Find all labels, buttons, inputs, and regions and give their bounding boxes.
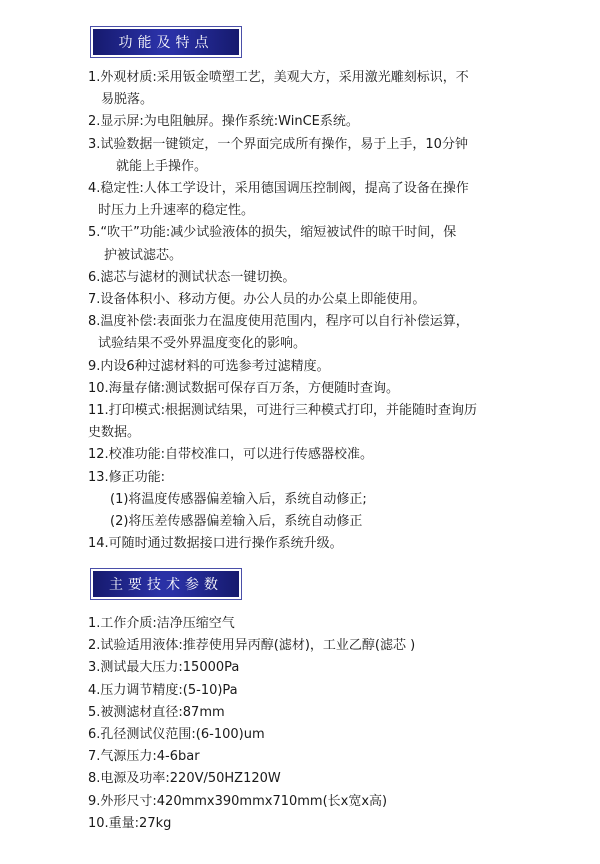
list-item: 2.显示屏:为电阻触屏。操作系统:WinCE系统。 bbox=[88, 114, 359, 130]
list-item: 5.被测滤材直径:87mm bbox=[88, 704, 225, 720]
list-item: 8.电源及功率:220V/50HZ120W bbox=[88, 771, 281, 787]
features-list bbox=[88, 67, 580, 555]
list-item: 10.海量存储:测试数据可保存百万条，方便随时查询。 bbox=[88, 380, 400, 396]
list-item: 1.工作介质:洁净压缩空气 bbox=[88, 616, 235, 631]
list-item: 7.设备体积小、移动方便。办公人员的办公桌上即能使用。 bbox=[88, 292, 426, 308]
features-section-header bbox=[90, 26, 242, 58]
list-item: 3.测试最大压力:15000Pa bbox=[88, 660, 240, 676]
list-item: 12.校准功能:自带校准口，可以进行传感器校准。 bbox=[88, 447, 374, 463]
list-item: 6.滤芯与滤材的测试状态一键切换。 bbox=[88, 269, 296, 285]
list-item-continuation: 史数据。 bbox=[88, 425, 141, 441]
params-section-title: 主要技术参数 bbox=[93, 571, 239, 597]
list-item: 1.外观材质:采用钣金喷塑工艺，美观大方，采用激光雕刻标识，不 bbox=[88, 70, 469, 85]
params-list bbox=[88, 613, 580, 835]
list-item: 9.外形尺寸:420mmx390mmx710mm(长x宽x高) bbox=[88, 793, 388, 809]
list-item: 13.修正功能: bbox=[88, 469, 166, 485]
list-item: 4.稳定性:人体工学设计，采用德国调压控制阀，提高了设备在操作 bbox=[88, 181, 469, 197]
list-subitem: (2)将压差传感器偏差输入后，系统自动修正 bbox=[110, 514, 363, 530]
list-subitem: (1)将温度传感器偏差输入后，系统自动修正; bbox=[110, 491, 367, 507]
list-item: 3.试验数据一键锁定，一个界面完成所有操作，易于上手，10分钟 bbox=[88, 136, 468, 152]
list-item: 6.孔径测试仪范围:(6-100)um bbox=[88, 727, 265, 743]
list-item: 10.重量:27kg bbox=[88, 815, 172, 831]
list-item-continuation: 时压力上升速率的稳定性。 bbox=[98, 203, 255, 219]
list-item: 4.压力调节精度:(5-10)Pa bbox=[88, 682, 238, 698]
list-item: 7.气源压力:4-6bar bbox=[88, 749, 200, 765]
list-item: 5.“吹干”功能:减少试验液体的损失，缩短被试件的晾干时间，保 bbox=[88, 225, 457, 241]
list-item: 9.内设6种过滤材料的可选参考过滤精度。 bbox=[88, 358, 330, 374]
list-item: 8.温度补偿:表面张力在温度使用范围内，程序可以自行补偿运算， bbox=[88, 314, 469, 330]
list-item: 14.可随时通过数据接口进行操作系统升级。 bbox=[88, 536, 343, 552]
features-section-title: 功能及特点 bbox=[93, 29, 239, 55]
list-item: 2.试验适用液体:推荐使用异丙醇(滤材)，工业乙醇(滤芯 ) bbox=[88, 638, 416, 654]
list-item-continuation: 易脱落。 bbox=[101, 92, 154, 108]
list-item-continuation: 试验结果不受外界温度变化的影响。 bbox=[98, 336, 307, 352]
list-item: 11.打印模式:根据测试结果，可进行三种模式打印，并能随时查询历 bbox=[88, 403, 478, 419]
list-item-continuation: 就能上手操作。 bbox=[116, 158, 208, 174]
list-item-continuation: 护被试滤芯。 bbox=[104, 247, 183, 263]
params-section-header bbox=[90, 568, 242, 600]
